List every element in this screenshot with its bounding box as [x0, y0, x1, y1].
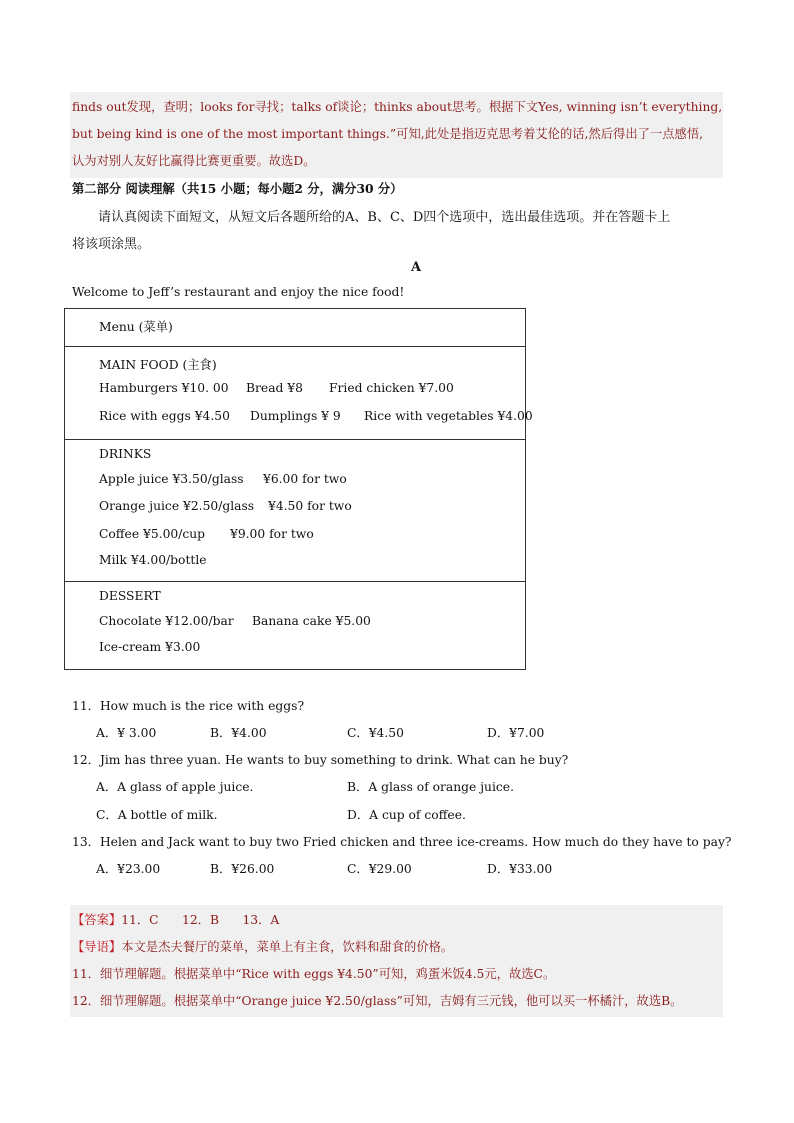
question-13-stem: 13．Helen and Jack want to buy two Fried chicken and three ice-creams. How much do they have to pay? [72, 835, 732, 849]
drinks-heading: DRINKS [99, 447, 152, 461]
menu-item: Coffee ¥5.00/cup [99, 527, 206, 541]
menu-item: ¥9.00 for two [230, 527, 314, 541]
guide-text: 本文是杰夫餐厅的菜单，菜单上有主食，饮料和甜食的价格。 [121, 940, 454, 954]
menu-item: Rice with vegetables ¥4.00 [364, 409, 533, 423]
menu-item: ¥4.50 for two [268, 499, 352, 513]
question-12-option-a[interactable]: A．A glass of apple juice. [96, 780, 254, 794]
question-11-option-c[interactable]: C．¥4.50 [347, 726, 404, 740]
explanation-12: 12．细节理解题。根据菜单中“Orange juice ¥2.50/glass”可知，吉姆有三元钱，他可以买一杯橘汁，故选B。 [72, 994, 683, 1008]
dessert-heading: DESSERT [99, 589, 161, 603]
answer-label: 【答案】 [72, 913, 122, 927]
main-food-heading: MAIN FOOD (主食) [99, 358, 217, 372]
section-title: 第二部分 阅读理解（共15 小题；每小题2 分，满分30 分） [72, 181, 403, 196]
question-13-option-c[interactable]: C．¥29.00 [347, 862, 412, 876]
answer-values: 11．C 12．B 13．A [121, 913, 280, 927]
menu-item: Chocolate ¥12.00/bar [99, 614, 234, 628]
answer-line [72, 910, 279, 928]
notes-line-3: 认为对别人友好比赢得比赛更重要。故选D。 [72, 154, 316, 168]
menu-item: Bread ¥8 [246, 381, 303, 395]
menu-item: Dumplings ¥ 9 [250, 409, 341, 423]
question-11-option-d[interactable]: D．¥7.00 [487, 726, 545, 740]
question-11-option-a[interactable]: A．¥ 3.00 [96, 726, 157, 740]
menu-item: ¥6.00 for two [263, 472, 347, 486]
section-instruction-line-2: 将该项涂黑。 [72, 237, 151, 252]
question-13-option-b[interactable]: B．¥26.00 [210, 862, 275, 876]
guide-line [72, 937, 453, 955]
menu-table [64, 308, 533, 670]
menu-item: Orange juice ¥2.50/glass [99, 499, 255, 513]
menu-item: Banana cake ¥5.00 [252, 614, 371, 628]
notes-line-2: but being kind is one of the most important things.”可知,此处是指迈克思考着艾伦的话,然后得出了一点感悟, [72, 127, 704, 141]
menu-divider [65, 581, 525, 582]
section-instruction-line-1: 请认真阅读下面短文，从短文后各题所给的A、B、C、D四个选项中，选出最佳选项。并在答题卡上 [98, 210, 671, 225]
passage-welcome: Welcome to Jeff’s restaurant and enjoy the nice food! [72, 285, 405, 299]
menu-item: Milk ¥4.00/bottle [99, 553, 207, 567]
question-11-option-b[interactable]: B．¥4.00 [210, 726, 267, 740]
menu-title: Menu (菜单) [99, 320, 173, 334]
question-13-option-a[interactable]: A．¥23.00 [96, 862, 161, 876]
question-12-option-b[interactable]: B．A glass of orange juice. [347, 780, 514, 794]
question-12-option-d[interactable]: D．A cup of coffee. [347, 808, 466, 822]
menu-item: Apple juice ¥3.50/glass [99, 472, 244, 486]
menu-item: Fried chicken ¥7.00 [329, 381, 454, 395]
passage-label: A [411, 260, 422, 275]
question-12-stem: 12．Jim has three yuan. He wants to buy something to drink. What can he buy? [72, 753, 569, 767]
guide-label: 【导语】 [72, 940, 122, 954]
explanation-11: 11．细节理解题。根据菜单中“Rice with eggs ¥4.50”可知，鸡蛋米饭4.5元，故选C。 [72, 967, 556, 981]
menu-item: Ice-cream ¥3.00 [99, 640, 201, 654]
question-12-option-c[interactable]: C．A bottle of milk. [96, 808, 218, 822]
question-13-option-d[interactable]: D．¥33.00 [487, 862, 553, 876]
menu-divider [65, 439, 525, 440]
menu-divider [65, 346, 525, 347]
menu-item: Hamburgers ¥10. 00 [99, 381, 229, 395]
question-11-stem: 11．How much is the rice with eggs? [72, 699, 305, 713]
menu-item: Rice with eggs ¥4.50 [99, 409, 230, 423]
notes-line-1: finds out发现，查明；looks for寻找；talks of谈论；thinks about思考。根据下文Yes, winning isn’t everything, [72, 100, 723, 114]
